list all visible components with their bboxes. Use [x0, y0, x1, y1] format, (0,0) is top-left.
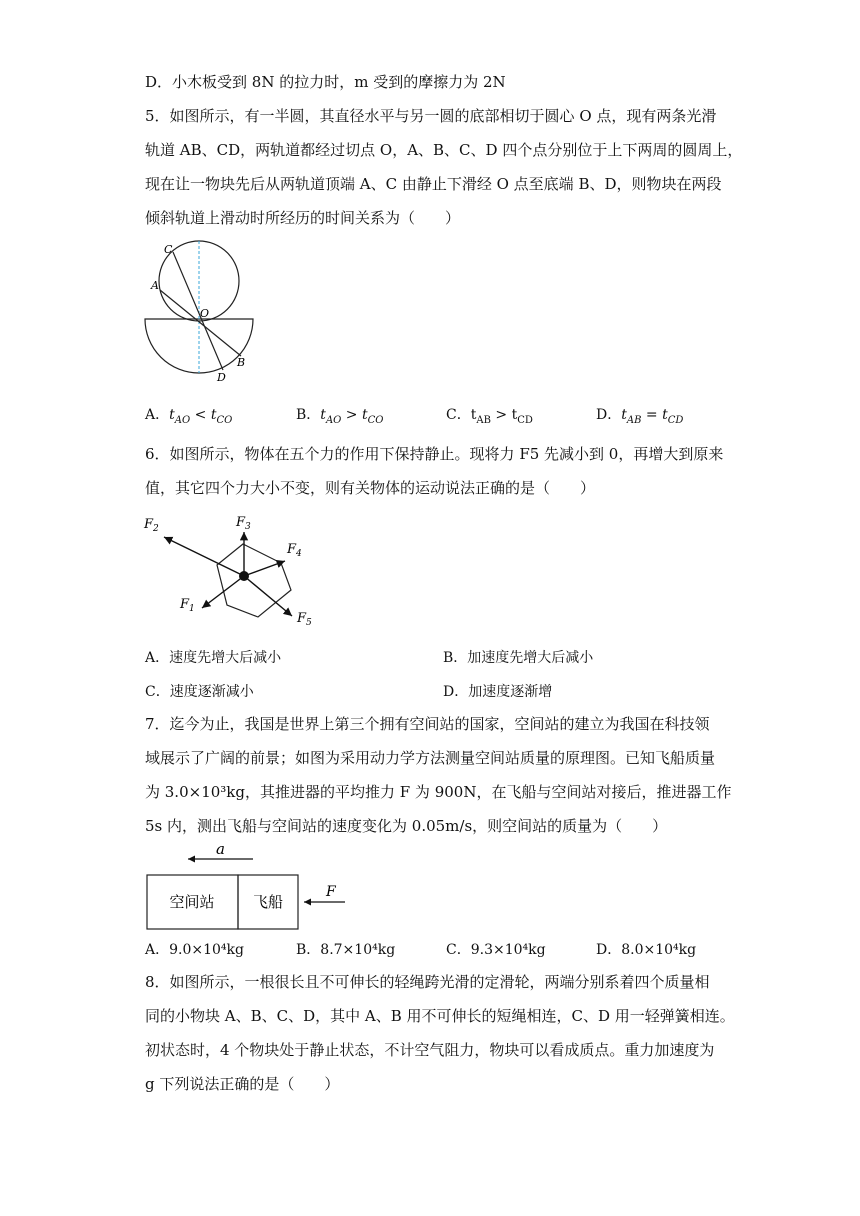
q5-option-c[interactable]: C．$t_{AB} > t_{CD}$ — [446, 407, 533, 426]
q5-circle-figure — [140, 240, 260, 385]
q5-line-3: 现在让一物块先后从两轨道顶端 A、C 由静止下滑经 O 点至底端 B、D，则物块在两段 — [145, 175, 722, 193]
q7-option-a[interactable]: A．9.0×10⁴kg — [145, 942, 244, 958]
label-D: D — [217, 371, 226, 384]
q7-docking-figure — [140, 840, 360, 936]
q5-line-1: 5．如图所示，有一半圆，其直径水平与另一圆的底部相切于圆心 O 点，现有两条光滑 — [145, 107, 717, 125]
q7-line-4: 5s 内，测出飞船与空间站的速度变化为 0.05m/s，则空间站的质量为（ ） — [145, 817, 668, 835]
q8-line-4: g 下列说法正确的是（ ） — [145, 1075, 340, 1093]
label-F2: $F_2$ — [144, 517, 159, 534]
q6-line-1: 6．如图所示，物体在五个力的作用下保持静止。现将力 F5 先减小到 0，再增大到原来 — [145, 445, 724, 463]
track-CD — [173, 252, 223, 370]
q8-line-2: 同的小物块 A、B、C、D，其中 A、B 用不可伸长的短绳相连，C、D 用一轻弹簧相连。 — [145, 1007, 735, 1025]
q8-line-1: 8．如图所示，一根很长且不可伸长的轻绳跨光滑的定滑轮，两端分别系着四个质量相 — [145, 973, 710, 991]
station-label: 空间站 — [169, 893, 215, 911]
q6-force-figure — [140, 508, 330, 633]
label-O: O — [200, 307, 210, 320]
accel-label: a — [216, 840, 225, 858]
q6-option-d[interactable]: D．加速度逐渐增 — [443, 684, 553, 700]
arrow-F5 — [244, 576, 292, 616]
q5-option-d[interactable]: D．$t_{AB} = t_{CD}$ — [596, 407, 684, 426]
q5-option-a[interactable]: A．$t_{AO} < t_{CO}$ — [145, 407, 233, 426]
q5-line-2: 轨道 AB、CD，两轨道都经过切点 O，A、B、C、D 四个点分别位于上下两周的圆周上， — [145, 141, 743, 159]
q7-line-1: 7．迄今为止，我国是世界上第三个拥有空间站的国家，空间站的建立为我国在科技领 — [145, 715, 710, 733]
q6-option-c[interactable]: C．速度逐渐减小 — [145, 684, 254, 700]
q6-option-b[interactable]: B．加速度先增大后减小 — [443, 650, 594, 666]
q4-option-d: D．小木板受到 8N 的拉力时，m 受到的摩擦力为 2N — [145, 73, 506, 91]
label-A: A — [151, 279, 159, 292]
label-C: C — [164, 243, 173, 256]
track-AB — [160, 290, 241, 356]
q6-option-a[interactable]: A．速度先增大后减小 — [145, 650, 282, 666]
q6-line-2: 值，其它四个力大小不变，则有关物体的运动说法正确的是（ ） — [145, 479, 596, 497]
q7-option-d[interactable]: D．8.0×10⁴kg — [596, 942, 697, 958]
q7-option-c[interactable]: C．9.3×10⁴kg — [446, 942, 546, 958]
force-label: F — [326, 884, 336, 900]
ship-label: 飞船 — [252, 893, 284, 911]
label-F3: $F_3$ — [236, 515, 251, 532]
arrow-F2 — [164, 537, 244, 576]
label-F4: $F_4$ — [287, 542, 302, 559]
arrow-F4 — [244, 561, 285, 576]
label-F1: $F_1$ — [180, 597, 195, 614]
q7-line-3: 为 3.0×10³kg，其推进器的平均推力 F 为 900N，在飞船与空间站对接后，推进器工作 — [145, 783, 732, 801]
q7-line-2: 域展示了广阔的前景；如图为采用动力学方法测量空间站质量的原理图。已知飞船质量 — [145, 749, 716, 767]
q5-option-b[interactable]: B．$t_{AO} > t_{CO}$ — [296, 407, 384, 426]
q7-option-b[interactable]: B．8.7×10⁴kg — [296, 942, 396, 958]
label-B: B — [237, 356, 246, 369]
arrow-F1 — [202, 576, 244, 608]
q8-line-3: 初状态时，4 个物块处于静止状态，不计空气阻力，物块可以看成质点。重力加速度为 — [145, 1041, 715, 1059]
label-F5: $F_5$ — [297, 611, 312, 628]
center-point — [239, 571, 249, 581]
q5-line-4: 倾斜轨道上滑动时所经历的时间关系为（ ） — [145, 209, 461, 227]
